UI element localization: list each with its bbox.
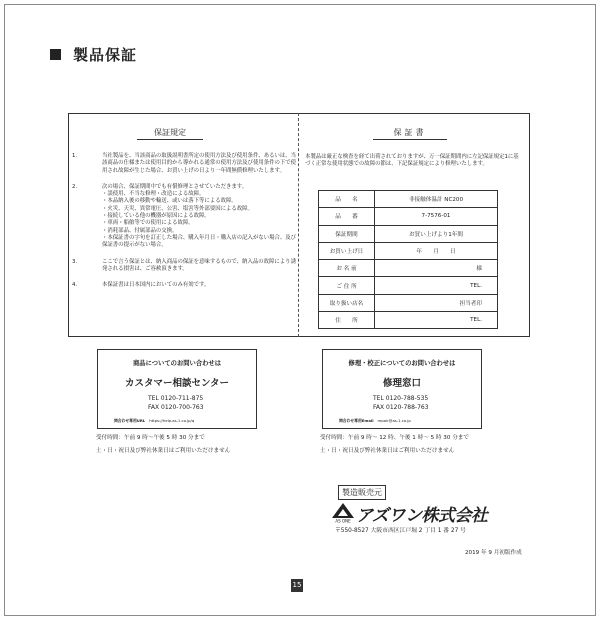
terms-heading: 保証規定 [154,128,186,137]
contact-url[interactable]: https://help.as-1.co.jp/q [149,418,195,423]
contact-email[interactable]: repair@as-1.co.jp [377,418,411,423]
page-title-text: 製品保証 [73,46,138,64]
row-label: ご 住 所 [319,277,375,294]
row-value: 様 [476,266,482,273]
row-label: 保証期間 [319,225,375,242]
term-number: 4. [72,282,78,289]
table-row [319,208,498,225]
maker-label: 製造販売元 [338,485,386,500]
company-address: 〒550-8527 大阪市西区江戸堀 2 丁目 1 番 27 号 [335,528,466,534]
table-row [319,312,498,329]
reception-hours: 受付時間：午前 9 時～ 12 時、午後 1 時～ 5 時 30 分まで [320,435,469,441]
row-value: TEL. [470,317,482,324]
certificate-heading: 保証書 [393,128,427,137]
table-row [319,260,498,277]
contact-url-label: 問合わせ専用URL [114,418,146,423]
repair-desk-box [322,349,482,429]
closed-days-note: 土・日・祝日及び弊社休業日はご利用いただけません [96,448,231,454]
term-text: ここで言う保証とは、納入商品の保証を意味するもので、納入品の故障により誘発される損害は、ご容赦頂きます。 [102,258,296,272]
contact-heading: 商品についてのお問い合わせは [132,360,222,367]
row-value: 担当者印 [459,300,482,307]
term-subitem: ・火災、天災、異常電圧、公害、塩害等外部要因による故障。 [102,205,253,212]
hours-right [320,432,520,458]
edition-note: 2019 年 9 月初版作成 [465,550,522,556]
logo-mark-text: AS ONE [335,518,351,523]
contact-name: 修理窓口 [382,378,421,389]
term-item [72,282,297,289]
term-number: 3. [72,258,78,265]
term-number: 1. [72,153,78,159]
contact-heading: 修理・校正についてのお問い合わせは [348,360,456,367]
term-subitem: ・本品納入後の移動や輸送、或いは落下等による故障。 [102,198,237,205]
contact-fax: FAX 0120-700-763 [148,404,204,411]
contact-fax: FAX 0120-788-763 [373,404,429,411]
row-label: お買い上げ日 [319,242,375,259]
reception-hours: 受付時間：午前 9 時～午後 5 時 30 分まで [96,435,205,441]
term-subitem: ・車両・船舶等での使用による故障。 [102,220,194,227]
term-subitem: ・本保証書の字句を訂正した場合、購入年月日・購入店の記入がない場合、及び保証書の提示がない場合。 [102,234,297,249]
table-row [319,242,498,259]
term-text: 当社製品を、当該商品の取扱説明書所定の使用方法及び使用条件、あるいは、当該商品の仕様または使用目的から導かれる通常の使用方法及び使用条件の下で使用され故障が生じた場合、お買い上げの日より一年間無償修理いたします。 [102,153,297,174]
certificate-intro: 本製品は厳正な検査を経て出荷されておりますが、万一保証期間内に左記保証規定1に基づく正常な使用状態での故障の節は、下記保証規定により修理いたします。 [305,154,519,168]
page-number: 15 [291,579,303,592]
term-subitem: ・誤使用、不当な修理・改造による故障。 [102,191,205,198]
table-row [319,277,498,294]
row-label: 取り扱い店名 [319,294,375,311]
table-row [319,225,498,242]
row-label: 品 名 [319,191,375,208]
contact-tel: TEL 0120-711-875 [148,395,204,402]
row-label: お 名 前 [319,260,375,277]
terms-list [72,153,297,298]
contact-name: カスタマー相談センター [124,378,230,389]
term-number: 2. [72,183,78,190]
row-value: 非接触体温計 NC200 [375,191,498,208]
term-subitem: ・接続している他の機器が原因による故障。 [102,213,210,220]
contact-email-label: 問合わせ専用Email [339,418,374,423]
row-value: 7-7576-01 [375,208,498,225]
as-one-logo-icon [332,503,354,523]
cut-line-divider [298,113,299,337]
certificate-table [318,190,498,329]
term-item [72,153,297,175]
terms-heading-underline [137,139,203,140]
certificate-heading-underline [373,139,447,140]
company-name: アズワン株式会社 [356,506,488,526]
term-item [72,184,297,250]
row-value: 年 月 日 [375,242,498,259]
term-item [72,259,297,274]
term-subitem: ・消耗部品、付属部品の交換。 [102,227,178,234]
customer-center-box [97,349,257,429]
contact-tel: TEL 0120-788-535 [373,395,429,402]
row-label: 住 所 [319,312,375,329]
row-label: 品 番 [319,208,375,225]
term-text: 本保証書は日本国内においてのみ有効です。 [102,282,210,289]
row-value: お買い上げより1年間 [375,225,498,242]
term-text: 次の場合、保証期間中でも有償修理とさせていただきます。 [102,183,248,190]
table-row [319,191,498,208]
row-value: TEL. [470,282,482,289]
title-bullet-icon [50,49,61,60]
closed-days-note: 土・日・祝日及び弊社休業日はご利用いただけません [320,448,455,454]
page-title [50,44,137,65]
table-row [319,294,498,311]
hours-left [96,432,296,458]
